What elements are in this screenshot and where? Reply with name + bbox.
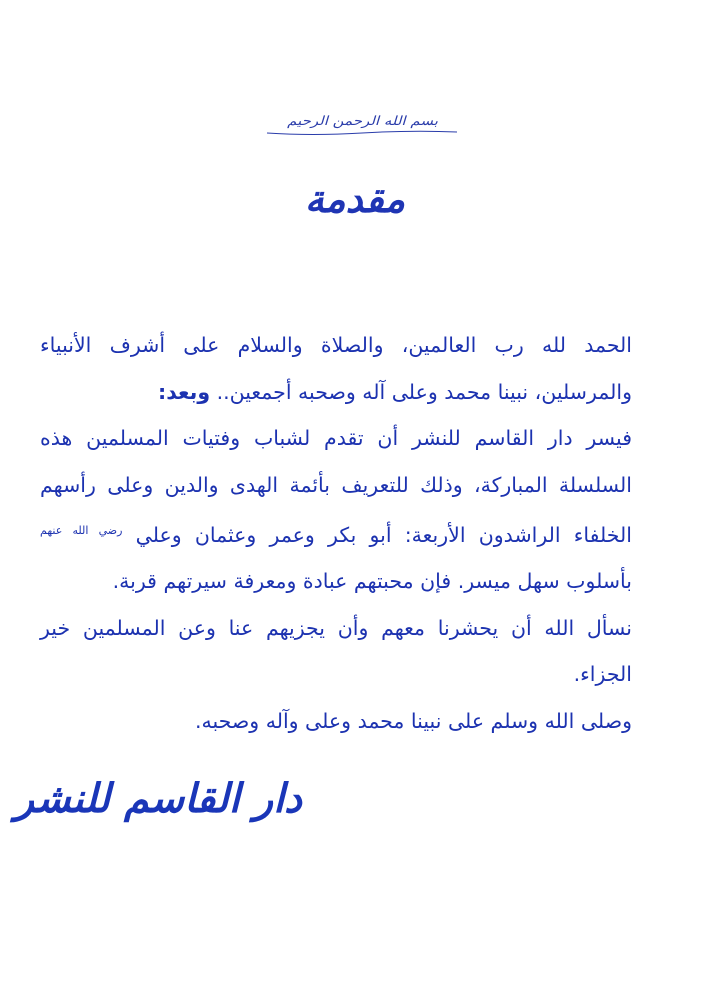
purpose-text-a: فيسر دار القاسم للنشر أن تقدم لشباب وفتيات المسلمين هذه السلسلة المباركة، وذلك للتعريف بأئمة الهدى والدين وعلى رأسهم الخلفاء الراشدون الأربعة: أبو بكر وعمر وعثمان وعلي xyxy=(40,426,632,547)
opening-text: الحمد لله رب العالمين، والصلاة والسلام على أشرف الأنبياء والمرسلين، نبينا محمد وعلى آله وصحبه أجمعين.. xyxy=(40,333,632,404)
paragraph-opening xyxy=(40,322,676,415)
page-title: مقدمة xyxy=(304,176,406,221)
opening-wa-baad: وبعد: xyxy=(158,379,211,404)
paragraph-supplication: نسأل الله أن يحشرنا معهم وأن يجزيهم عنا وعن المسلمين خير الجزاء. xyxy=(40,615,632,687)
paragraph-closing: وصلى الله وسلم على نبينا محمد وعلى وآله وصحبه. xyxy=(194,708,632,733)
publisher-signature xyxy=(14,762,312,832)
paragraph-purpose xyxy=(40,415,676,605)
body-text xyxy=(40,322,676,744)
honorific-seal: رضي الله عنهم xyxy=(40,524,123,537)
signature-text: دار القاسم للنشر xyxy=(14,775,302,822)
basmala: بسم الله الرحمن الرحيم xyxy=(287,113,438,129)
purpose-text-b: بأسلوب سهل ميسر. فإن محبتهم عبادة ومعرفة سيرتهم قربة. xyxy=(112,569,632,594)
basmala-flourish-icon xyxy=(262,127,462,137)
